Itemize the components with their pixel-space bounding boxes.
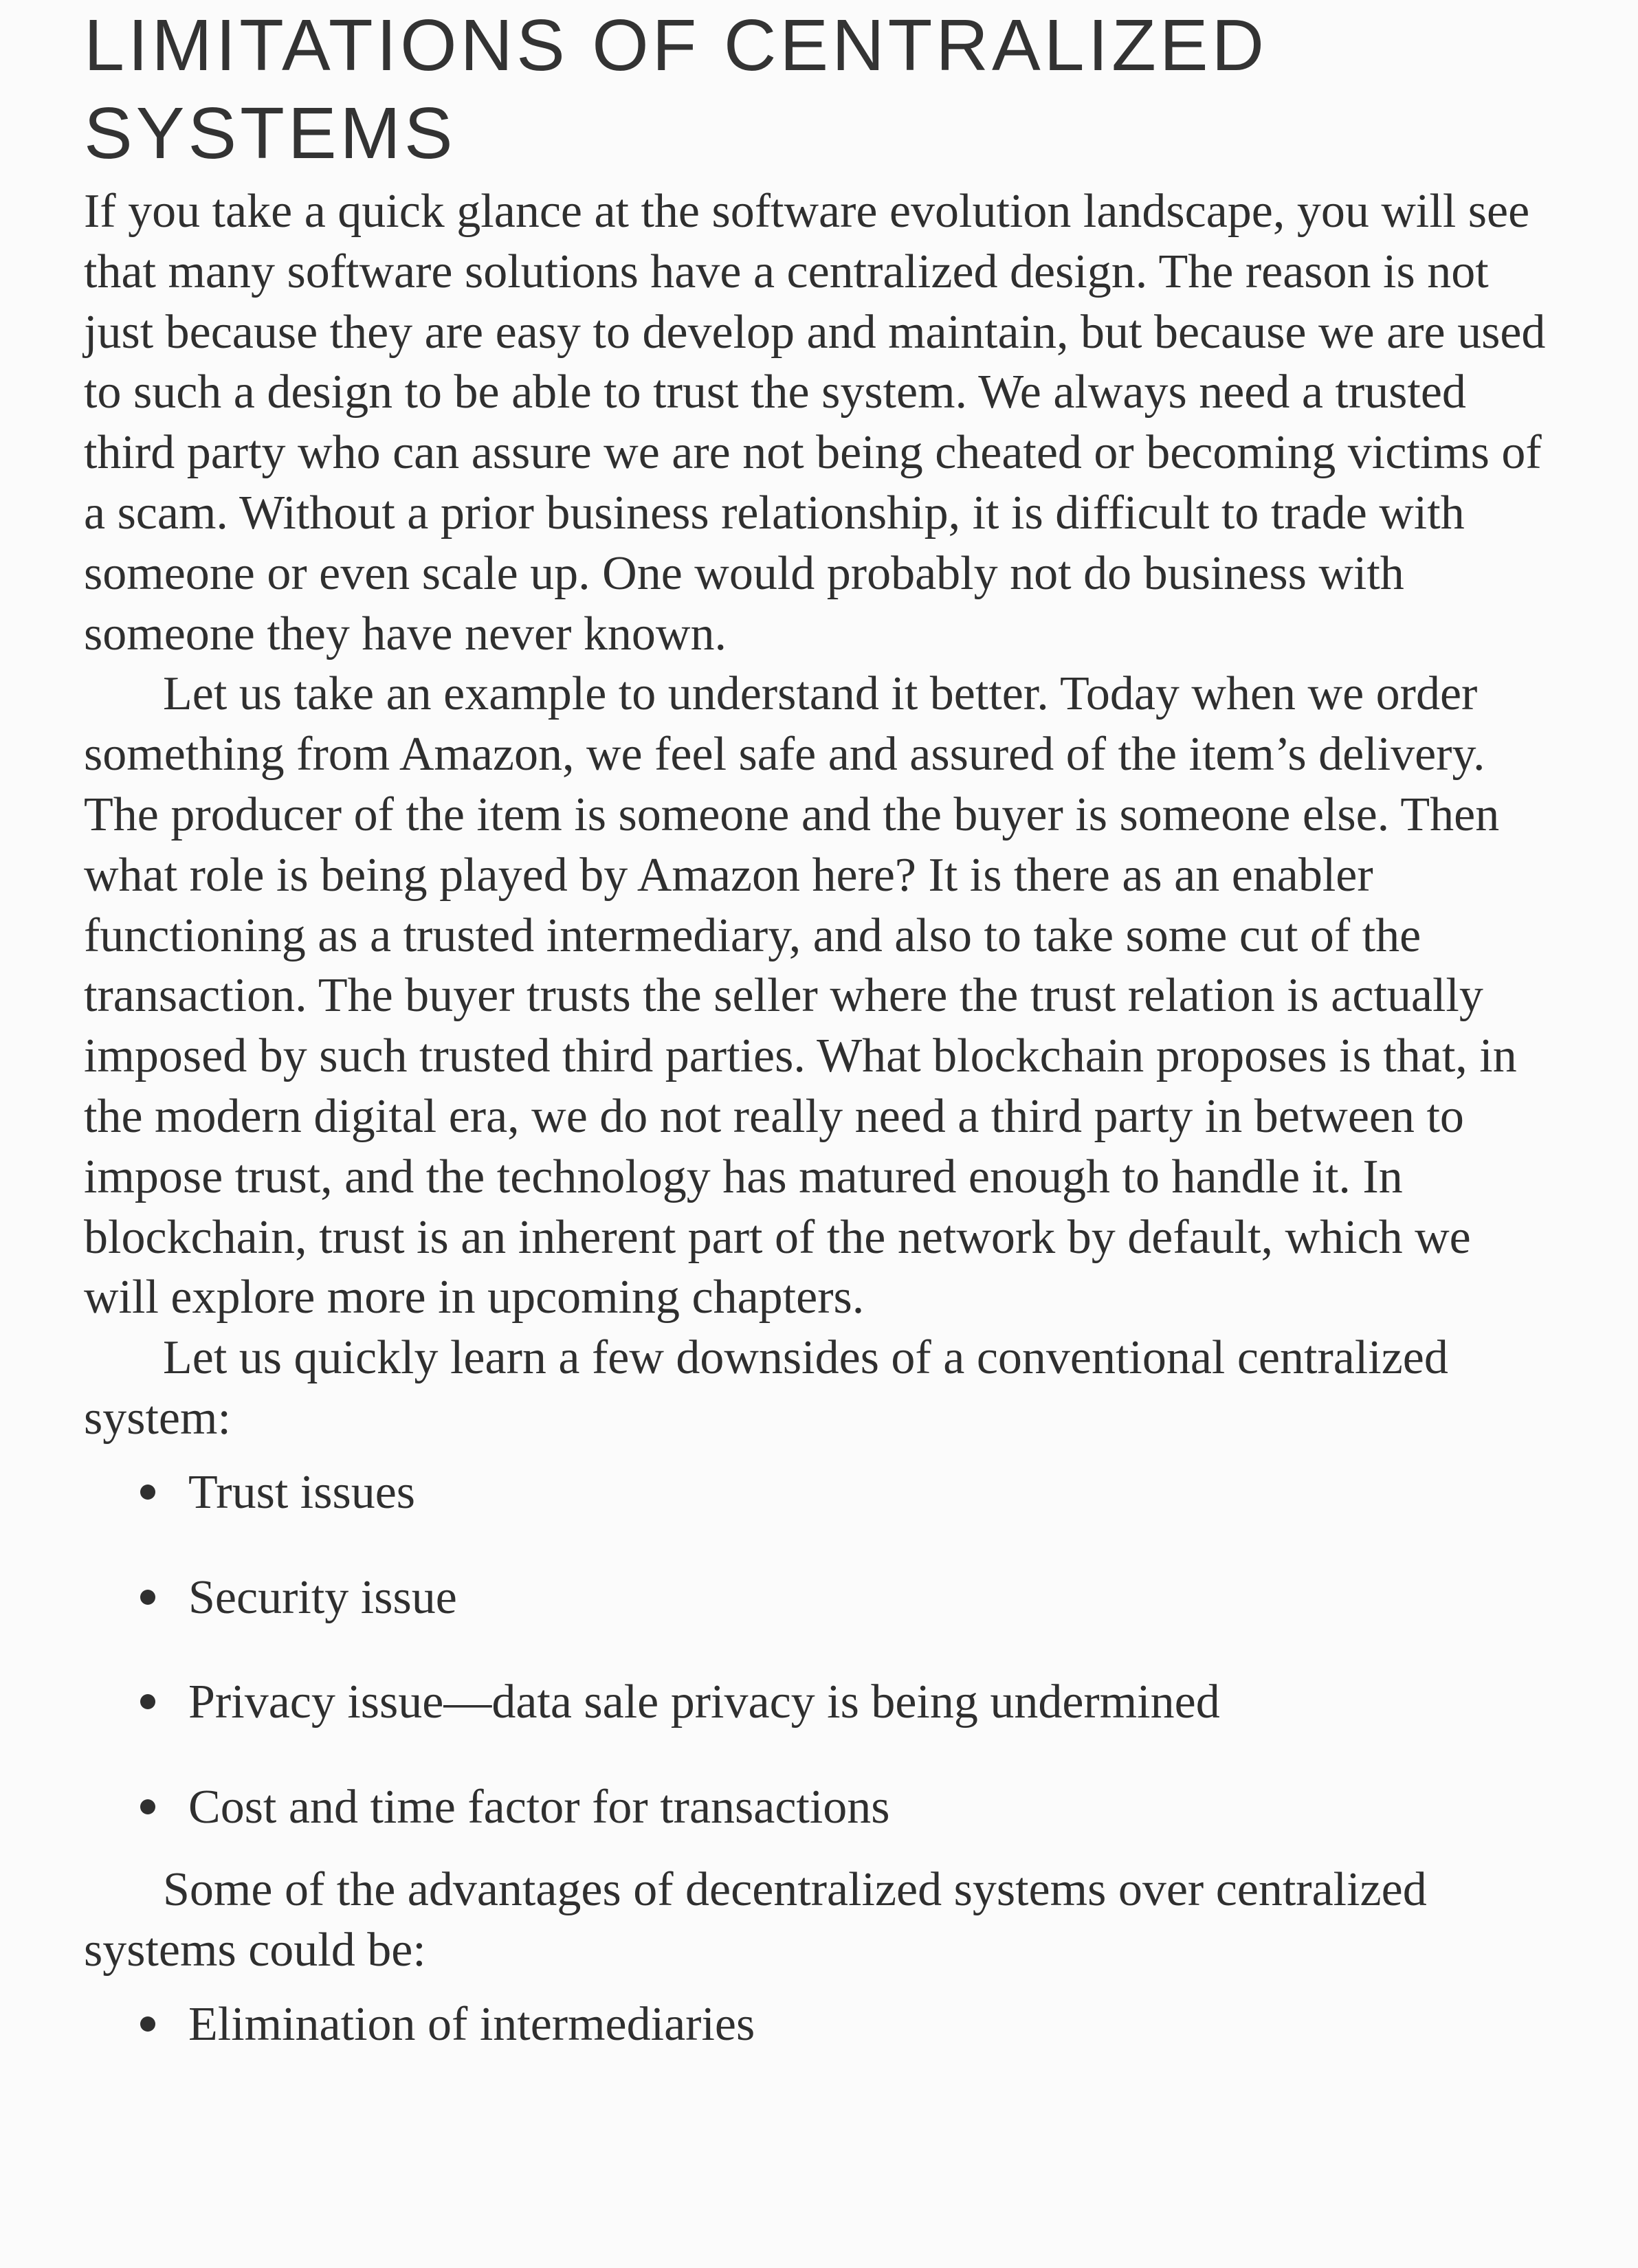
- bullet-icon: [140, 1799, 155, 1814]
- bullet-icon: [140, 1485, 155, 1500]
- list-item: [84, 1994, 1554, 2055]
- list-item-text: Privacy issue—data sale privacy is being undermined: [188, 1676, 1220, 1729]
- list-item-text: Elimination of intermediaries: [188, 1997, 755, 2051]
- list-item-text: Security issue: [188, 1570, 457, 1624]
- list-item: [84, 1672, 1554, 1733]
- downsides-list: [84, 1449, 1554, 1860]
- advantages-list: [84, 1981, 1554, 2055]
- section-body: [84, 181, 1554, 2054]
- bullet-icon: [140, 1590, 155, 1605]
- paragraph-downsides-intro: Let us quickly learn a few downsides of a conventional centralized system:: [84, 1331, 1448, 1445]
- list-item: [84, 1463, 1554, 1523]
- section-title: LIMITATIONS OF CENTRALIZED SYSTEMS: [84, 5, 1268, 174]
- bullet-icon: [140, 1694, 155, 1709]
- paragraph-intro: If you take a quick glance at the software evolution landscape, you will see that many software solutions have a centralized design. The reason is not just because they are easy to develop and maintain, but because we are used to such a design to be able to trust the system. We always need a trusted third party who can assure we are not being cheated or becoming victims of a scam. Without a prior business relationship, it is difficult to trade with someone or even scale up. One would probably not do business with someone they have never known.: [84, 185, 1546, 660]
- paragraph-amazon-example: Let us take an example to understand it better. Today when we order something from Amazon, we feel safe and assured of the item’s delivery. The producer of the item is someone and the buyer is someone else. Then what role is being played by Amazon here? It is there as an enabler functioning as a trusted intermediary, and also to take some cut of the transaction. The buyer trusts the seller where the trust relation is actually imposed by such trusted third parties. What blockchain proposes is that, in the modern digital era, we do not really need a third party in between to impose trust, and the technology has matured enough to handle it. In blockchain, trust is an inherent part of the network by default, which we will explore more in upcoming chapters.: [84, 667, 1517, 1324]
- list-item-text: Trust issues: [188, 1465, 416, 1519]
- paragraph-advantages-intro: Some of the advantages of decentralized systems over centralized systems could be:: [84, 1863, 1427, 1977]
- list-item-text: Cost and time factor for transactions: [188, 1781, 890, 1834]
- bullet-icon: [140, 2016, 155, 2032]
- list-item: [84, 1568, 1554, 1628]
- list-item: [84, 1777, 1554, 1838]
